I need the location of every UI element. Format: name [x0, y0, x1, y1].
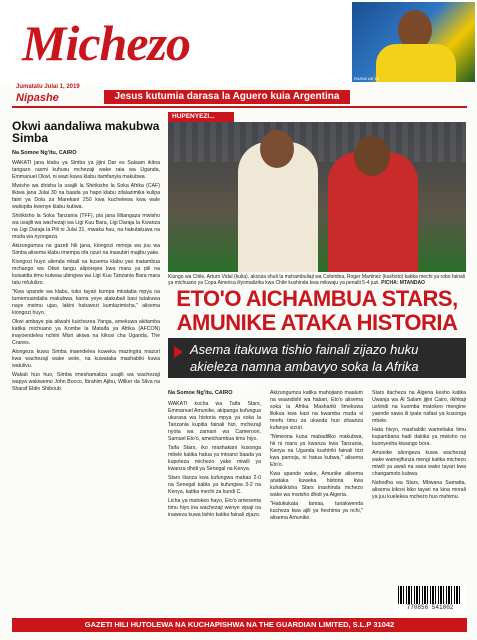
- main-paragraph: Hata hivyo, mashabiki wameitaka timu kupambana hadi dakika ya mwisho na kuonyesha kiwango bora.: [372, 427, 466, 447]
- main-paragraph: "Nimeona kuna mabadiliko makubwa, hii ni mara ya kwanza kwa Tanzania, Kenya na Uganda kushiriki fainali hizi kwa pamoja, ni hatua kubwa," alisema Eto'o.: [270, 434, 363, 468]
- main-story-column-3: [372, 390, 466, 602]
- main-paragraph: Kwa upande wake, Amunike alisema anataka kuweka historia kwa kuhakikisha Stars inashinda mchezo wake wa mwisho dhidi ya Algeria.: [270, 471, 363, 498]
- newspaper-logo: Michezo: [22, 15, 190, 71]
- top-banner[interactable]: Jesus kutumia darasa la Aguero kuia Argentina: [104, 90, 350, 104]
- main-photo[interactable]: [168, 122, 466, 272]
- left-paragraph: WAKATI jana klabu ya Simba ya jijini Dar es Salaam ikitoa tangazo rasmi kuhusu mchezaji wake raia wa Uganda, Emmanuel Okwi, ni wazi kuwa klabu itamfanyia makubwa.: [12, 160, 160, 180]
- barcode: [394, 584, 466, 614]
- left-paragraph: Shirikisho la Soka Tanzania (TFF), pia jana lilitangaza mwisho wa usajili wa wachezaji wa Ligi Kuu Bara, Ligi Daraja la Kwanza na Ligi Daraja la Pili ni Julai 31, mwaka huu, na hakutakuwa na muda wa nyongeza.: [12, 213, 160, 240]
- main-paragraph: Stars itacheza na Algeria kesho katika Uwanja wa Al Salam jijini Cairo, ikihitaji ushindi na kuomba matokeo mengine yaende sawa ili ipate nafasi ya kusonga mbele.: [372, 390, 466, 424]
- photo-credit: PICHA: MTANDAO: [381, 280, 425, 286]
- left-paragraph: "Kwa upande wa klabu, tuko tayari kumpa mkataba mpya na tumemuandalia makubwa, kama yeye atakubali basi tutakuwa naye msimu ujao, lakini hatuwezi kumlazimisha," alisema kiongozi huyo.: [12, 289, 160, 316]
- main-paragraph: WAKATI kocha wa Taifa Stars, Emmanuel Amunike, akipanga kufungua ukurasa wa historia mpya ya soka la Tanzania kupitia fainali hizi, mchezaji nyota wa zamani wa Cameroon, Samuel Eto'o, ameichambua timu hiyo.: [168, 401, 261, 442]
- main-paragraph: Amunike aliongeza kuwa wachezaji wake wamejifunza mengi katika michezo miwili ya awali na sasa wako tayari kwa changamoto kubwa.: [372, 450, 466, 477]
- left-paragraph: Mwisho wa dirisha la usajili la Shirikisho la Soka Afrika (CAF) likiwa jana Julai 30 na baada ya hapo klabu zitalazimika kulipa faini ya Dola za Marekani 250 kwa kuchelewa kwa wale waliopita kwenye klabu kubwa.: [12, 183, 160, 210]
- dateline: Jumatatu Julai 1, 2019: [16, 84, 80, 90]
- photo-tag: HUPENYEZI...: [168, 112, 234, 122]
- main-paragraph: "Hatukukata tamaa, tunakwenda kucheza kwa ajili ya heshima ya nchi," alisema Amunike.: [270, 501, 363, 521]
- subheadline-bar: [168, 338, 466, 391]
- left-paragraph: Akizungumza na gazeti hili jana, kiongozi mmoja wa juu wa Simba alisema klabu imempa ofa nzuri na inasubiri majibu yake.: [12, 243, 160, 256]
- left-headline[interactable]: Okwi aandaliwa makubwa Simba: [12, 119, 160, 145]
- player-colombia-head: [260, 130, 294, 168]
- main-paragraph: Akizungumza katika mahojiano maalum na waandishi wa habari, Eto'o alisema soka la Afrika Mashariki limekuwa likikua kwa kasi na kwamba muda si mrefu timu za ukanda huo zitaanza kufanya vizuri.: [270, 390, 363, 431]
- play-triangle-icon: [174, 346, 183, 358]
- barcode-number: 770856 541002: [406, 604, 454, 611]
- left-body: [12, 160, 160, 393]
- main-byline: Na Somoe Ng'itu, CAIRO: [168, 390, 233, 396]
- left-story: [12, 112, 160, 602]
- player-chile-head: [354, 136, 390, 176]
- main-paragraph: Taifa Stars, iko mashakani kusonga mbele katika hatua ya mtoano baada ya kupoteza michezo yake miwili ya kwanza dhidi ya Senegal na Kenya.: [168, 445, 261, 472]
- main-headline-line1[interactable]: ETO'O AICHAMBUA STARS,: [176, 286, 458, 311]
- masthead: [0, 0, 477, 84]
- subheadline: Asema itakuwa tishio fainali zijazo huku akieleza namna ambavyo soka la Afrika Masharikí...: [190, 342, 419, 391]
- main-paragraph: Licha ya matokeo hayo, Eto'o amesema timu hiyo ina wachezaji wenye vipaji na inaweza kuwa tishio katika fainali zijazo.: [168, 498, 261, 518]
- header-rule: [12, 106, 467, 108]
- main-story-column-2: [270, 390, 363, 602]
- main-story-column-1: [168, 390, 261, 602]
- left-paragraph: Okwi ambaye pia aliwahi kuichezea Yanga, amekuwa akitamba katika michuano ya Kombe la Mataifa ya Afrika (AFCON) inayoendelea nchini Misri akiwa na kikosi cha Uganda, The Cranes.: [12, 319, 160, 346]
- main-paragraph: Stars ilianza kwa kufungwa mabao 2-0 na Senegal kabla ya kufungwa 3-2 na Kenya, katika mechi za kundi C.: [168, 475, 261, 495]
- left-byline: Na Somoe Ng'itu, CAIRO: [12, 150, 77, 156]
- left-paragraph: Alongeza kuwa Simba inaendelea kuweka mazingira mazuri kwa wachezaji wake wote, na kuwataka mashabiki kuwa watulivu.: [12, 349, 160, 369]
- photo-caption: [168, 274, 466, 286]
- section-name: Nipashe: [16, 92, 59, 104]
- main-paragraph: Nahodha wa Stars, Mbwana Samatta, alisema kikosi kiko tayari na kina morali ya juu kuelekea mchezo huo muhimu.: [372, 480, 466, 500]
- masthead-photo-caption: RASMI UK 16: [354, 76, 379, 81]
- left-paragraph: Kiongozi huyo alienda mbali na kusema klabu yao inatambua mchango wa Okwi tangu aliporejea kwa mara ya pili na kuisaidia timu kutwaa ubingwa wa Ligi Kuu Tanzania Bara mara tatu mfululizo.: [12, 259, 160, 286]
- crowd-background: [168, 122, 466, 162]
- left-paragraph: Wakati huo huo, Simba imeshamaliza usajili wa wachezaji wapya wakiwemo John Bocco, Ibrahim Ajibu, Wilker da Silva na Sharaf Eldin Shiboub.: [12, 372, 160, 392]
- main-headline-line2[interactable]: AMUNIKE ATAKA HISTORIA: [176, 310, 458, 335]
- photo-caption-text: Kiungo wa Chile, Arturo Vidal (kulia), akizuia shuti la mshambuliaji wa Colombia, Roger Martinez (kushoto) katika mechi ya robo fainali ya michuano ya Copa America iliyomalizika kwa Chile kushinda kwa mikwaju ya penalti 5-4 juzi.: [168, 274, 465, 286]
- masthead-photo: [352, 2, 475, 82]
- barcode-bars: [398, 586, 462, 604]
- footer: GAZETI HILI HUTOLEWA NA KUCHAPISHWA NA THE GUARDIAN LIMITED, S.L.P 31042: [12, 618, 467, 632]
